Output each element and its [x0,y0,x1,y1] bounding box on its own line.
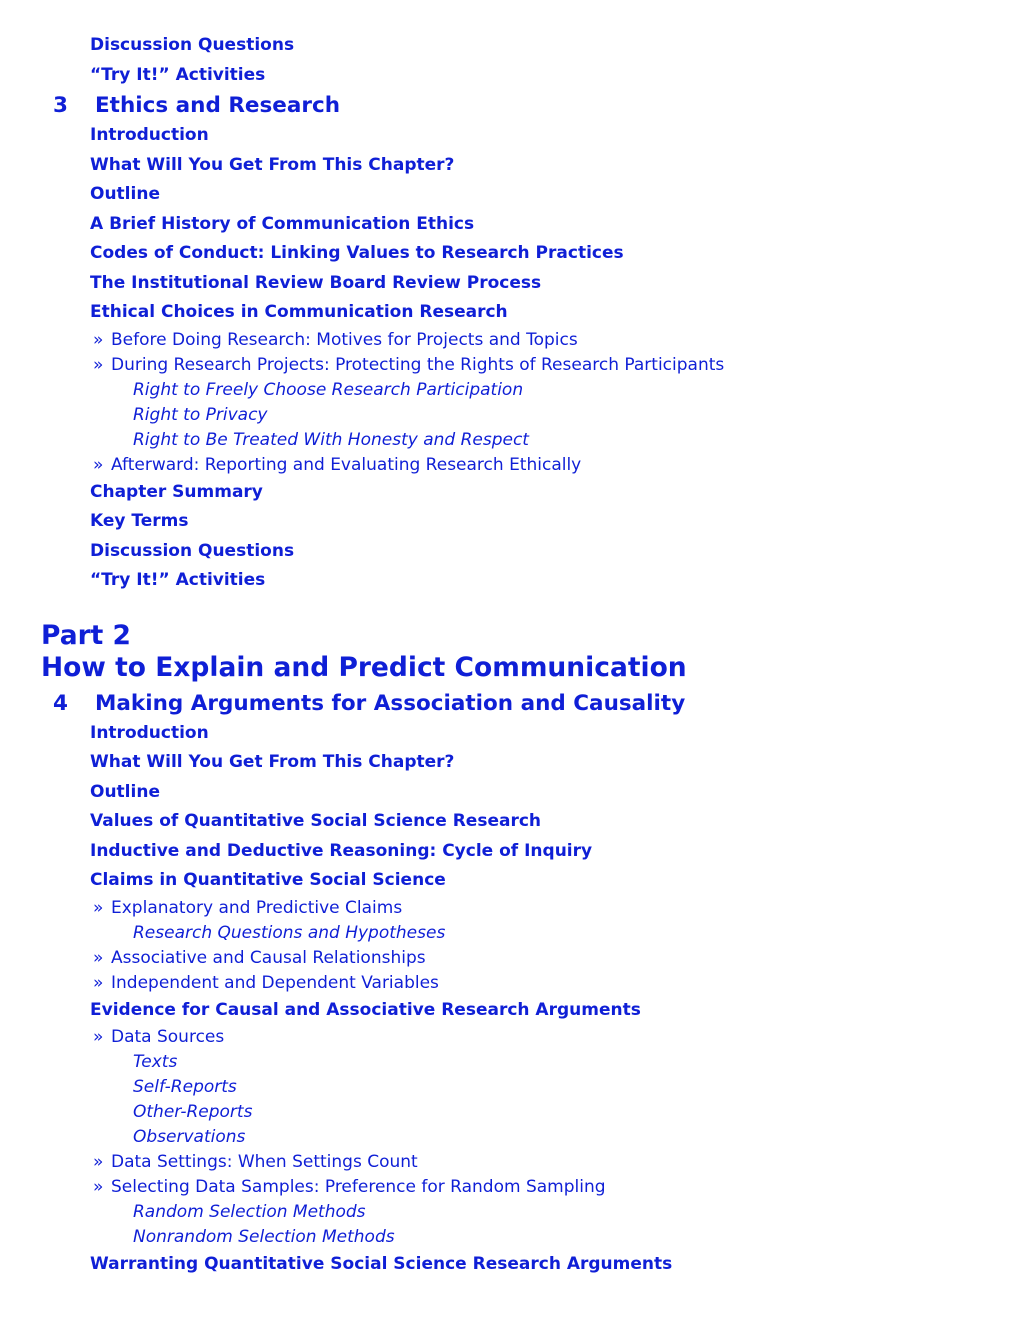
toc-section-link[interactable]: Discussion Questions [90,35,295,55]
table-of-contents [0,31,1020,1280]
toc-section-link[interactable]: Outline [90,781,160,802]
subsection-label[interactable]: During Research Projects: Protecting the Rights of Research Participants [111,354,725,375]
toc-subsubsection-link[interactable]: Texts [133,1052,178,1072]
toc-chapter-heading[interactable] [0,688,1020,719]
bullet-chevron-icon: » [93,329,104,350]
toc-subsubsection-link[interactable]: Self-Reports [133,1077,237,1097]
toc-section-link[interactable]: Key Terms [90,511,189,531]
toc-subsection-link[interactable] [0,353,1020,378]
toc-section-link[interactable]: Evidence for Causal and Associative Research Arguments [90,999,641,1020]
toc-subsubsection-link[interactable]: Random Selection Methods [133,1202,366,1222]
toc-subsection-link[interactable] [0,971,1020,996]
toc-section-link[interactable]: “Try It!” Activities [90,64,266,85]
toc-section-link[interactable]: Introduction [90,125,209,145]
toc-section-link[interactable]: What Will You Get From This Chapter? [90,752,455,772]
toc-subsection-link[interactable] [0,1150,1020,1175]
toc-chapter-heading[interactable] [0,90,1020,121]
toc-subsection-link[interactable] [0,328,1020,353]
toc-section-link[interactable]: Inductive and Deductive Reasoning: Cycle of Inquiry [90,840,593,861]
toc-subsubsection-link[interactable]: Right to Freely Choose Research Participation [133,379,524,400]
toc-subsubsection-link[interactable]: Observations [133,1127,246,1147]
bullet-chevron-icon: » [93,897,104,918]
subsection-label[interactable]: Before Doing Research: Motives for Projects and Topics [111,329,578,350]
toc-section-link[interactable]: Values of Quantitative Social Science Research [90,811,542,831]
toc-subsubsection-link[interactable]: Right to Privacy [133,404,268,425]
toc-section-link[interactable]: Discussion Questions [90,540,295,561]
subsection-label[interactable]: Independent and Dependent Variables [111,972,439,993]
bullet-chevron-icon: » [93,1027,104,1047]
toc-section-link[interactable]: “Try It!” Activities [90,570,266,590]
subsection-label[interactable]: Explanatory and Predictive Claims [111,897,403,918]
subsection-label[interactable]: Afterward: Reporting and Evaluating Research Ethically [111,454,582,475]
bullet-chevron-icon: » [93,1152,104,1172]
chapter-title[interactable]: Ethics and Research [95,93,341,118]
part-heading[interactable] [0,620,1020,684]
toc-section-link[interactable]: What Will You Get From This Chapter? [90,154,455,175]
toc-section-link[interactable]: Outline [90,184,160,204]
toc-subsubsection-link[interactable]: Research Questions and Hypotheses [133,922,446,943]
bullet-chevron-icon: » [93,947,104,968]
toc-subsubsection-link[interactable]: Right to Be Treated With Honesty and Respect [133,429,529,450]
bullet-chevron-icon: » [93,972,104,993]
toc-subsection-link[interactable] [0,896,1020,921]
toc-section-link[interactable]: Ethical Choices in Communication Research [90,302,508,322]
toc-section-link[interactable]: Introduction [90,722,209,743]
toc-subsection-link[interactable] [0,946,1020,971]
bullet-chevron-icon: » [93,354,104,375]
bullet-chevron-icon: » [93,454,104,475]
subsection-label[interactable]: Selecting Data Samples: Preference for Random Sampling [111,1177,606,1197]
toc-subsection-link[interactable] [0,453,1020,478]
part-title[interactable]: How to Explain and Predict Communication [41,651,687,683]
toc-section-link[interactable]: The Institutional Review Board Review Process [90,272,542,293]
chapter-number: 4 [53,690,68,716]
toc-section-link[interactable]: Codes of Conduct: Linking Values to Research Practices [90,243,624,263]
toc-section-link[interactable]: Claims in Quantitative Social Science [90,870,446,890]
toc-subsubsection-link[interactable]: Nonrandom Selection Methods [133,1227,395,1247]
toc-section-link[interactable]: A Brief History of Communication Ethics [90,213,475,234]
subsection-label[interactable]: Data Settings: When Settings Count [111,1152,418,1172]
bullet-chevron-icon: » [93,1177,104,1197]
toc-subsubsection-link[interactable]: Other-Reports [133,1102,253,1122]
subsection-label[interactable]: Associative and Causal Relationships [111,947,426,968]
toc-subsection-link[interactable] [0,1175,1020,1200]
subsection-label[interactable]: Data Sources [111,1027,225,1047]
toc-section-link[interactable]: Warranting Quantitative Social Science Research Arguments [90,1254,673,1274]
chapter-title[interactable]: Making Arguments for Association and Causality [95,690,686,716]
part-label[interactable]: Part 2 [41,619,131,651]
toc-subsection-link[interactable] [0,1025,1020,1050]
toc-section-link[interactable]: Chapter Summary [90,481,263,502]
chapter-number: 3 [53,93,68,118]
